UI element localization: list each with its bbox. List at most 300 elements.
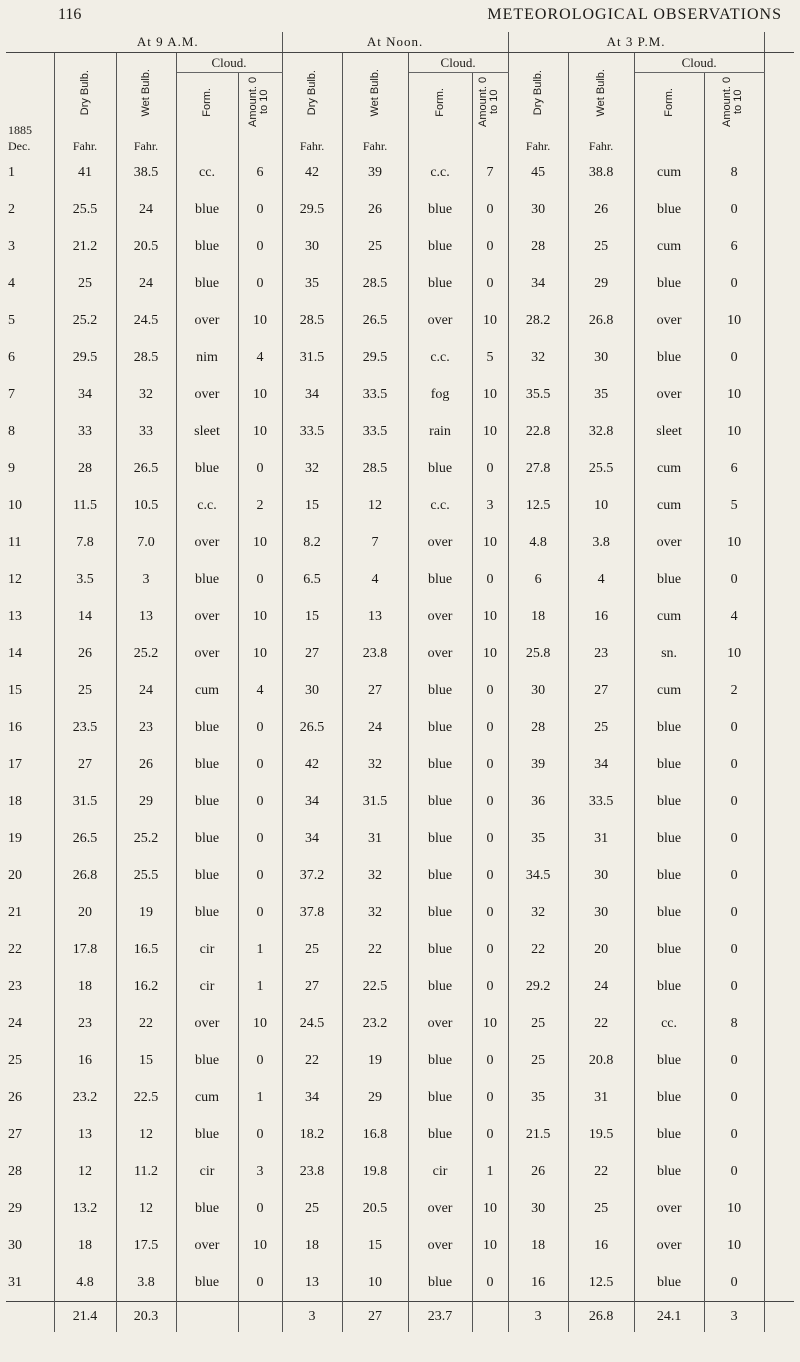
am-amount-cell: 0 bbox=[238, 228, 282, 265]
col-pm-dry-bulb: Dry Bulb. bbox=[531, 69, 544, 116]
noon-amount-cell: 10 bbox=[472, 376, 508, 413]
am-dry-cell: 18 bbox=[54, 1227, 116, 1264]
pm-dry-cell: 30 bbox=[508, 1190, 568, 1227]
am-dry-cell: 26.8 bbox=[54, 857, 116, 894]
noon-wet-cell: 7 bbox=[342, 524, 408, 561]
day-cell: 29 bbox=[8, 1200, 22, 1216]
am-amount-cell: 1 bbox=[238, 931, 282, 968]
am-form-cell: blue bbox=[176, 1190, 238, 1227]
pm-dry-cell: 21.5 bbox=[508, 1116, 568, 1153]
day-cell: 17 bbox=[8, 756, 22, 772]
day-cell: 3 bbox=[8, 238, 15, 254]
am-wet-cell: 16.2 bbox=[116, 968, 176, 1005]
pm-wet-cell: 30 bbox=[568, 857, 634, 894]
noon-dry-cell: 24.5 bbox=[282, 1005, 342, 1042]
pm-dry-cell: 18 bbox=[508, 598, 568, 635]
pm-wet-cell: 31 bbox=[568, 1079, 634, 1116]
am-dry-cell: 41 bbox=[54, 154, 116, 191]
group-noon: At Noon. bbox=[282, 32, 508, 53]
pm-dry-cell: 36 bbox=[508, 783, 568, 820]
am-form-cell: over bbox=[176, 635, 238, 672]
noon-amount-cell: 0 bbox=[472, 450, 508, 487]
am-dry-cell: 7.8 bbox=[54, 524, 116, 561]
noon-amount-cell: 3 bbox=[472, 487, 508, 524]
table-row bbox=[6, 1227, 794, 1264]
pm-form-cell: blue bbox=[634, 1153, 704, 1190]
noon-form-cell: blue bbox=[408, 450, 472, 487]
day-cell: 10 bbox=[8, 497, 22, 513]
noon-dry-cell: 37.8 bbox=[282, 894, 342, 931]
noon-wet-cell: 19 bbox=[342, 1042, 408, 1079]
noon-dry-cell: 15 bbox=[282, 487, 342, 524]
pm-wet-cell: 30 bbox=[568, 339, 634, 376]
am-amount-cell: 10 bbox=[238, 413, 282, 450]
pm-wet-cell: 27 bbox=[568, 672, 634, 709]
pm-form-cell: blue bbox=[634, 1116, 704, 1153]
am-dry-cell: 26.5 bbox=[54, 820, 116, 857]
pm-amount-cell: 6 bbox=[704, 228, 764, 265]
noon-form-cell: blue bbox=[408, 265, 472, 302]
table-row bbox=[6, 376, 794, 413]
am-wet-cell: 28.5 bbox=[116, 339, 176, 376]
noon-amount-cell: 10 bbox=[472, 413, 508, 450]
pm-form-cell: blue bbox=[634, 1079, 704, 1116]
pm-form-cell: sn. bbox=[634, 635, 704, 672]
pm-wet-cell: 26.8 bbox=[568, 302, 634, 339]
am-dry-cell: 31.5 bbox=[54, 783, 116, 820]
pm-amount-cell: 10 bbox=[704, 376, 764, 413]
pm-dry-cell: 25 bbox=[508, 1005, 568, 1042]
noon-amount-cell: 0 bbox=[472, 561, 508, 598]
am-wet-cell: 12 bbox=[116, 1190, 176, 1227]
noon-wet-cell: 16.8 bbox=[342, 1116, 408, 1153]
am-dry-cell: 16 bbox=[54, 1042, 116, 1079]
day-cell: 7 bbox=[8, 386, 15, 402]
am-wet-cell: 26.5 bbox=[116, 450, 176, 487]
pm-form-cell: blue bbox=[634, 265, 704, 302]
noon-dry-cell: 25 bbox=[282, 931, 342, 968]
pm-dry-cell: 16 bbox=[508, 1264, 568, 1302]
am-form-cell: cum bbox=[176, 1079, 238, 1116]
am-wet-cell: 19 bbox=[116, 894, 176, 931]
table-row bbox=[6, 265, 794, 302]
day-cell: 13 bbox=[8, 608, 22, 624]
am-cloud-heading: Cloud. bbox=[176, 53, 282, 73]
noon-amount-cell: 0 bbox=[472, 931, 508, 968]
table-row bbox=[6, 783, 794, 820]
table-row bbox=[6, 450, 794, 487]
am-wet-cell: 16.5 bbox=[116, 931, 176, 968]
noon-amount-cell: 10 bbox=[472, 598, 508, 635]
pm-wet-cell: 20.8 bbox=[568, 1042, 634, 1079]
noon-dry-cell: 35 bbox=[282, 265, 342, 302]
pm-form-cell: cum bbox=[634, 154, 704, 191]
pm-wet-cell: 38.8 bbox=[568, 154, 634, 191]
pm-form-cell: over bbox=[634, 1190, 704, 1227]
noon-dry-cell: 33.5 bbox=[282, 413, 342, 450]
noon-amount-cell: 10 bbox=[472, 635, 508, 672]
noon-wet-cell: 10 bbox=[342, 1264, 408, 1302]
col-noon-form: Form. bbox=[433, 87, 446, 117]
total-pm-form: 24.1 bbox=[634, 1302, 704, 1333]
pm-form-cell: blue bbox=[634, 968, 704, 1005]
am-form-cell: c.c. bbox=[176, 487, 238, 524]
day-cell: 1 bbox=[8, 164, 15, 180]
pm-amount-cell: 0 bbox=[704, 191, 764, 228]
noon-dry-cell: 13 bbox=[282, 1264, 342, 1302]
noon-amount-cell: 5 bbox=[472, 339, 508, 376]
pm-form-cell: cum bbox=[634, 450, 704, 487]
total-noon-form: 23.7 bbox=[408, 1302, 472, 1333]
pm-amount-cell: 8 bbox=[704, 154, 764, 191]
noon-amount-cell: 0 bbox=[472, 820, 508, 857]
table-row bbox=[6, 191, 794, 228]
col-pm-wet-bulb: Wet Bulb. bbox=[594, 68, 607, 117]
pm-dry-cell: 4.8 bbox=[508, 524, 568, 561]
noon-form-cell: c.c. bbox=[408, 487, 472, 524]
noon-dry-cell: 26.5 bbox=[282, 709, 342, 746]
am-form-cell: cc. bbox=[176, 154, 238, 191]
noon-form-cell: blue bbox=[408, 1042, 472, 1079]
am-amount-cell: 4 bbox=[238, 672, 282, 709]
am-form-cell: over bbox=[176, 598, 238, 635]
pm-wet-cell: 34 bbox=[568, 746, 634, 783]
pm-dry-cell: 30 bbox=[508, 191, 568, 228]
noon-wet-cell: 25 bbox=[342, 228, 408, 265]
pm-wet-cell: 16 bbox=[568, 598, 634, 635]
unit-label: Fahr. bbox=[568, 136, 634, 154]
am-dry-cell: 25 bbox=[54, 265, 116, 302]
am-wet-cell: 25.2 bbox=[116, 635, 176, 672]
pm-amount-cell: 0 bbox=[704, 1116, 764, 1153]
noon-amount-cell: 1 bbox=[472, 1153, 508, 1190]
pm-amount-cell: 2 bbox=[704, 672, 764, 709]
am-wet-cell: 24 bbox=[116, 191, 176, 228]
noon-form-cell: blue bbox=[408, 746, 472, 783]
day-cell: 9 bbox=[8, 460, 15, 476]
pm-amount-cell: 10 bbox=[704, 524, 764, 561]
am-wet-cell: 25.2 bbox=[116, 820, 176, 857]
day-cell: 12 bbox=[8, 571, 22, 587]
col-am-form: Form. bbox=[200, 87, 213, 117]
am-dry-cell: 20 bbox=[54, 894, 116, 931]
am-form-cell: blue bbox=[176, 857, 238, 894]
am-wet-cell: 22 bbox=[116, 1005, 176, 1042]
totals-row bbox=[6, 1302, 794, 1333]
am-wet-cell: 26 bbox=[116, 746, 176, 783]
noon-form-cell: over bbox=[408, 524, 472, 561]
noon-wet-cell: 31 bbox=[342, 820, 408, 857]
noon-form-cell: blue bbox=[408, 191, 472, 228]
unit-label: Fahr. bbox=[508, 136, 568, 154]
noon-wet-cell: 32 bbox=[342, 857, 408, 894]
pm-form-cell: blue bbox=[634, 820, 704, 857]
noon-form-cell: blue bbox=[408, 228, 472, 265]
noon-amount-cell: 0 bbox=[472, 672, 508, 709]
pm-form-cell: sleet bbox=[634, 413, 704, 450]
pm-form-cell: blue bbox=[634, 1042, 704, 1079]
noon-dry-cell: 31.5 bbox=[282, 339, 342, 376]
noon-dry-cell: 34 bbox=[282, 783, 342, 820]
pm-dry-cell: 39 bbox=[508, 746, 568, 783]
running-title: METEOROLOGICAL OBSERVATIONS bbox=[487, 6, 782, 23]
noon-form-cell: blue bbox=[408, 1264, 472, 1302]
pm-dry-cell: 27.8 bbox=[508, 450, 568, 487]
pm-dry-cell: 32 bbox=[508, 339, 568, 376]
noon-dry-cell: 6.5 bbox=[282, 561, 342, 598]
am-dry-cell: 13 bbox=[54, 1116, 116, 1153]
col-noon-amount: Amount. 0 to 10 bbox=[477, 76, 501, 128]
day-cell: 5 bbox=[8, 312, 15, 328]
am-form-cell: blue bbox=[176, 1042, 238, 1079]
am-dry-cell: 27 bbox=[54, 746, 116, 783]
noon-dry-cell: 27 bbox=[282, 968, 342, 1005]
am-wet-cell: 33 bbox=[116, 413, 176, 450]
am-dry-cell: 12 bbox=[54, 1153, 116, 1190]
pm-amount-cell: 0 bbox=[704, 1042, 764, 1079]
am-dry-cell: 25.5 bbox=[54, 191, 116, 228]
pm-amount-cell: 10 bbox=[704, 635, 764, 672]
day-cell: 24 bbox=[8, 1015, 22, 1031]
pm-dry-cell: 29.2 bbox=[508, 968, 568, 1005]
am-amount-cell: 0 bbox=[238, 265, 282, 302]
am-dry-cell: 13.2 bbox=[54, 1190, 116, 1227]
noon-dry-cell: 30 bbox=[282, 228, 342, 265]
am-dry-cell: 14 bbox=[54, 598, 116, 635]
pm-form-cell: cum bbox=[634, 487, 704, 524]
pm-wet-cell: 31 bbox=[568, 820, 634, 857]
pm-amount-cell: 0 bbox=[704, 1264, 764, 1302]
total-pm-wet: 26.8 bbox=[568, 1302, 634, 1333]
pm-dry-cell: 34.5 bbox=[508, 857, 568, 894]
pm-amount-cell: 10 bbox=[704, 413, 764, 450]
day-cell: 21 bbox=[8, 904, 22, 920]
pm-dry-cell: 22.8 bbox=[508, 413, 568, 450]
am-amount-cell: 10 bbox=[238, 302, 282, 339]
pm-wet-cell: 10 bbox=[568, 487, 634, 524]
noon-dry-cell: 34 bbox=[282, 820, 342, 857]
am-wet-cell: 29 bbox=[116, 783, 176, 820]
noon-wet-cell: 22.5 bbox=[342, 968, 408, 1005]
am-form-cell: over bbox=[176, 302, 238, 339]
pm-amount-cell: 10 bbox=[704, 302, 764, 339]
am-form-cell: blue bbox=[176, 709, 238, 746]
am-amount-cell: 0 bbox=[238, 1116, 282, 1153]
pm-form-cell: cum bbox=[634, 228, 704, 265]
pm-wet-cell: 25.5 bbox=[568, 450, 634, 487]
pm-form-cell: blue bbox=[634, 561, 704, 598]
noon-form-cell: blue bbox=[408, 672, 472, 709]
unit-label: Fahr. bbox=[282, 136, 342, 154]
noon-wet-cell: 28.5 bbox=[342, 265, 408, 302]
pm-dry-cell: 28 bbox=[508, 709, 568, 746]
am-amount-cell: 0 bbox=[238, 561, 282, 598]
col-noon-wet-bulb: Wet Bulb. bbox=[368, 68, 381, 117]
noon-dry-cell: 15 bbox=[282, 598, 342, 635]
table-row bbox=[6, 302, 794, 339]
day-cell: 18 bbox=[8, 793, 22, 809]
pm-wet-cell: 19.5 bbox=[568, 1116, 634, 1153]
am-amount-cell: 2 bbox=[238, 487, 282, 524]
noon-wet-cell: 31.5 bbox=[342, 783, 408, 820]
am-dry-cell: 25.2 bbox=[54, 302, 116, 339]
pm-cloud-heading: Cloud. bbox=[634, 53, 764, 73]
table-row bbox=[6, 1042, 794, 1079]
am-dry-cell: 26 bbox=[54, 635, 116, 672]
pm-wet-cell: 33.5 bbox=[568, 783, 634, 820]
am-dry-cell: 28 bbox=[54, 450, 116, 487]
total-am-wet: 20.3 bbox=[116, 1302, 176, 1333]
day-cell: 2 bbox=[8, 201, 15, 217]
total-noon-dry: 3 bbox=[282, 1302, 342, 1333]
pm-form-cell: blue bbox=[634, 746, 704, 783]
pm-form-cell: blue bbox=[634, 191, 704, 228]
table-row bbox=[6, 339, 794, 376]
noon-dry-cell: 8.2 bbox=[282, 524, 342, 561]
noon-amount-cell: 10 bbox=[472, 1227, 508, 1264]
noon-form-cell: cir bbox=[408, 1153, 472, 1190]
am-amount-cell: 0 bbox=[238, 783, 282, 820]
noon-amount-cell: 0 bbox=[472, 1079, 508, 1116]
noon-dry-cell: 28.5 bbox=[282, 302, 342, 339]
am-form-cell: cir bbox=[176, 968, 238, 1005]
noon-amount-cell: 0 bbox=[472, 1042, 508, 1079]
pm-amount-cell: 0 bbox=[704, 783, 764, 820]
noon-form-cell: blue bbox=[408, 894, 472, 931]
noon-amount-cell: 0 bbox=[472, 228, 508, 265]
table-row bbox=[6, 857, 794, 894]
am-form-cell: sleet bbox=[176, 413, 238, 450]
am-wet-cell: 17.5 bbox=[116, 1227, 176, 1264]
pm-wet-cell: 32.8 bbox=[568, 413, 634, 450]
am-dry-cell: 23.2 bbox=[54, 1079, 116, 1116]
pm-amount-cell: 0 bbox=[704, 931, 764, 968]
pm-wet-cell: 35 bbox=[568, 376, 634, 413]
am-form-cell: blue bbox=[176, 265, 238, 302]
am-dry-cell: 29.5 bbox=[54, 339, 116, 376]
am-amount-cell: 10 bbox=[238, 1005, 282, 1042]
pm-amount-cell: 0 bbox=[704, 746, 764, 783]
am-wet-cell: 7.0 bbox=[116, 524, 176, 561]
am-form-cell: blue bbox=[176, 1264, 238, 1302]
pm-amount-cell: 0 bbox=[704, 968, 764, 1005]
table-row bbox=[6, 1005, 794, 1042]
noon-wet-cell: 22 bbox=[342, 931, 408, 968]
am-wet-cell: 3.8 bbox=[116, 1264, 176, 1302]
unit-label: Fahr. bbox=[116, 136, 176, 154]
noon-amount-cell: 0 bbox=[472, 1116, 508, 1153]
am-wet-cell: 24 bbox=[116, 672, 176, 709]
day-cell: 30 bbox=[8, 1237, 22, 1253]
am-amount-cell: 10 bbox=[238, 598, 282, 635]
table-row bbox=[6, 894, 794, 931]
pm-dry-cell: 28 bbox=[508, 228, 568, 265]
am-amount-cell: 0 bbox=[238, 894, 282, 931]
am-amount-cell: 4 bbox=[238, 339, 282, 376]
am-wet-cell: 15 bbox=[116, 1042, 176, 1079]
am-dry-cell: 23.5 bbox=[54, 709, 116, 746]
am-dry-cell: 23 bbox=[54, 1005, 116, 1042]
am-wet-cell: 23 bbox=[116, 709, 176, 746]
pm-form-cell: blue bbox=[634, 857, 704, 894]
day-cell: 25 bbox=[8, 1052, 22, 1068]
am-form-cell: over bbox=[176, 1227, 238, 1264]
noon-form-cell: blue bbox=[408, 783, 472, 820]
table-row bbox=[6, 931, 794, 968]
am-dry-cell: 4.8 bbox=[54, 1264, 116, 1302]
day-cell: 31 bbox=[8, 1274, 22, 1290]
noon-dry-cell: 42 bbox=[282, 746, 342, 783]
table-row bbox=[6, 672, 794, 709]
table-row bbox=[6, 154, 794, 191]
day-cell: 23 bbox=[8, 978, 22, 994]
noon-wet-cell: 26.5 bbox=[342, 302, 408, 339]
table-row bbox=[6, 1116, 794, 1153]
noon-wet-cell: 23.8 bbox=[342, 635, 408, 672]
pm-wet-cell: 24 bbox=[568, 968, 634, 1005]
noon-amount-cell: 10 bbox=[472, 1190, 508, 1227]
noon-amount-cell: 0 bbox=[472, 783, 508, 820]
am-wet-cell: 10.5 bbox=[116, 487, 176, 524]
am-dry-cell: 34 bbox=[54, 376, 116, 413]
am-amount-cell: 1 bbox=[238, 968, 282, 1005]
pm-dry-cell: 28.2 bbox=[508, 302, 568, 339]
am-amount-cell: 0 bbox=[238, 1042, 282, 1079]
pm-dry-cell: 22 bbox=[508, 931, 568, 968]
unit-label: Fahr. bbox=[54, 136, 116, 154]
table-row bbox=[6, 1153, 794, 1190]
am-amount-cell: 10 bbox=[238, 1227, 282, 1264]
am-form-cell: blue bbox=[176, 783, 238, 820]
day-cell: 26 bbox=[8, 1089, 22, 1105]
noon-wet-cell: 29.5 bbox=[342, 339, 408, 376]
noon-form-cell: blue bbox=[408, 931, 472, 968]
total-noon-wet: 27 bbox=[342, 1302, 408, 1333]
am-form-cell: blue bbox=[176, 820, 238, 857]
am-form-cell: nim bbox=[176, 339, 238, 376]
am-form-cell: over bbox=[176, 524, 238, 561]
pm-wet-cell: 26 bbox=[568, 191, 634, 228]
pm-form-cell: blue bbox=[634, 1264, 704, 1302]
total-am-amount bbox=[238, 1302, 282, 1333]
pm-form-cell: blue bbox=[634, 931, 704, 968]
am-wet-cell: 24 bbox=[116, 265, 176, 302]
am-dry-cell: 21.2 bbox=[54, 228, 116, 265]
pm-wet-cell: 3.8 bbox=[568, 524, 634, 561]
am-amount-cell: 10 bbox=[238, 635, 282, 672]
pm-amount-cell: 5 bbox=[704, 487, 764, 524]
noon-form-cell: blue bbox=[408, 968, 472, 1005]
pm-amount-cell: 0 bbox=[704, 1153, 764, 1190]
noon-amount-cell: 10 bbox=[472, 524, 508, 561]
col-pm-amount: Amount. 0 to 10 bbox=[721, 76, 745, 128]
pm-form-cell: over bbox=[634, 376, 704, 413]
pm-dry-cell: 25.8 bbox=[508, 635, 568, 672]
am-wet-cell: 32 bbox=[116, 376, 176, 413]
noon-wet-cell: 33.5 bbox=[342, 413, 408, 450]
table-row bbox=[6, 746, 794, 783]
noon-amount-cell: 0 bbox=[472, 709, 508, 746]
noon-wet-cell: 19.8 bbox=[342, 1153, 408, 1190]
noon-dry-cell: 34 bbox=[282, 376, 342, 413]
pm-wet-cell: 23 bbox=[568, 635, 634, 672]
noon-form-cell: over bbox=[408, 302, 472, 339]
am-amount-cell: 10 bbox=[238, 376, 282, 413]
am-dry-cell: 11.5 bbox=[54, 487, 116, 524]
table-row bbox=[6, 968, 794, 1005]
pm-wet-cell: 25 bbox=[568, 228, 634, 265]
am-amount-cell: 6 bbox=[238, 154, 282, 191]
